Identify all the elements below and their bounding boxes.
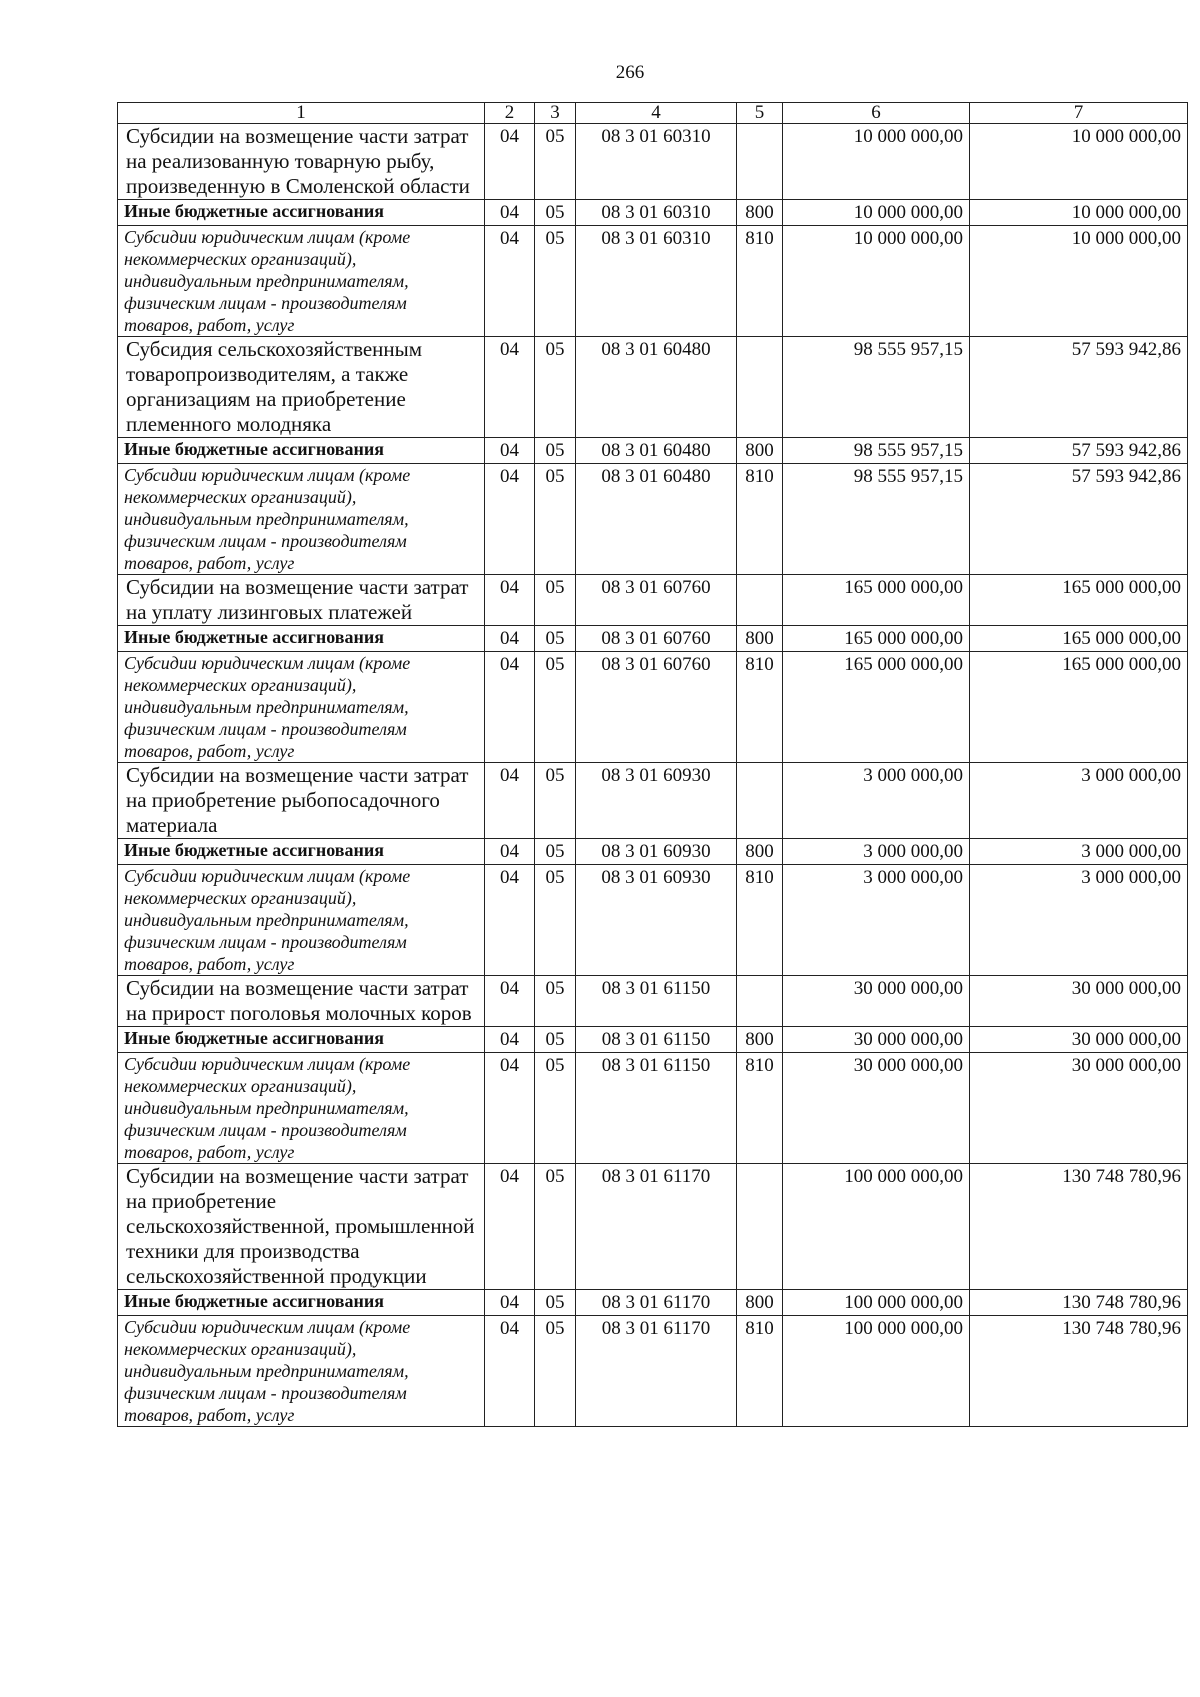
section-cell: 04 — [485, 652, 535, 763]
amount-col-7-cell: 30 000 000,00 — [970, 976, 1188, 1027]
target-article-cell: 08 3 01 61170 — [576, 1316, 737, 1427]
amount-col-6-cell: 3 000 000,00 — [783, 839, 970, 865]
expense-type-cell — [737, 976, 783, 1027]
header-col-6: 6 — [783, 103, 970, 124]
description-cell: Иные бюджетные ассигнования — [118, 200, 485, 226]
allocation-row — [118, 1027, 1188, 1053]
recipient-row — [118, 652, 1188, 763]
subsection-cell: 05 — [535, 652, 576, 763]
section-cell: 04 — [485, 438, 535, 464]
subsidy-item-row — [118, 1164, 1188, 1290]
target-article-cell: 08 3 01 61150 — [576, 976, 737, 1027]
section-cell: 04 — [485, 1290, 535, 1316]
expense-type-cell — [737, 1164, 783, 1290]
expense-type-cell — [737, 575, 783, 626]
header-col-5: 5 — [737, 103, 783, 124]
subsection-cell: 05 — [535, 865, 576, 976]
section-cell: 04 — [485, 464, 535, 575]
subsection-cell: 05 — [535, 337, 576, 438]
target-article-cell: 08 3 01 60760 — [576, 575, 737, 626]
description-cell: Субсидии юридическим лицам (кроме некоммерческих организаций), индивидуальным предпринимателям, физическим лицам - производителям товаров, работ, услуг — [118, 464, 485, 575]
section-cell: 04 — [485, 865, 535, 976]
expense-type-cell: 810 — [737, 652, 783, 763]
amount-col-7-cell: 3 000 000,00 — [970, 763, 1188, 839]
subsection-cell: 05 — [535, 1053, 576, 1164]
allocation-row — [118, 200, 1188, 226]
target-article-cell: 08 3 01 61170 — [576, 1290, 737, 1316]
section-cell: 04 — [485, 1027, 535, 1053]
amount-col-7-cell: 165 000 000,00 — [970, 575, 1188, 626]
description-cell: Иные бюджетные ассигнования — [118, 1027, 485, 1053]
expense-type-cell: 810 — [737, 865, 783, 976]
amount-col-7-cell: 3 000 000,00 — [970, 839, 1188, 865]
target-article-cell: 08 3 01 60480 — [576, 438, 737, 464]
amount-col-7-cell: 10 000 000,00 — [970, 124, 1188, 200]
amount-col-7-cell: 30 000 000,00 — [970, 1027, 1188, 1053]
section-cell: 04 — [485, 124, 535, 200]
subsection-cell: 05 — [535, 626, 576, 652]
description-cell: Субсидии юридическим лицам (кроме некоммерческих организаций), индивидуальным предпринимателям, физическим лицам - производителям товаров, работ, услуг — [118, 1053, 485, 1164]
amount-col-6-cell: 100 000 000,00 — [783, 1290, 970, 1316]
amount-col-7-cell: 165 000 000,00 — [970, 626, 1188, 652]
description-cell: Субсидии юридическим лицам (кроме некоммерческих организаций), индивидуальным предпринимателям, физическим лицам - производителям товаров, работ, услуг — [118, 652, 485, 763]
amount-col-7-cell: 57 593 942,86 — [970, 438, 1188, 464]
amount-col-6-cell: 30 000 000,00 — [783, 1027, 970, 1053]
expense-type-cell: 800 — [737, 438, 783, 464]
expense-type-cell: 810 — [737, 464, 783, 575]
section-cell: 04 — [485, 337, 535, 438]
amount-col-6-cell: 30 000 000,00 — [783, 1053, 970, 1164]
target-article-cell: 08 3 01 60760 — [576, 652, 737, 763]
subsection-cell: 05 — [535, 1316, 576, 1427]
amount-col-6-cell: 10 000 000,00 — [783, 200, 970, 226]
amount-col-6-cell: 165 000 000,00 — [783, 626, 970, 652]
budget-table — [117, 102, 1188, 1427]
description-cell: Субсидия сельскохозяйственным товаропроизводителям, а также организациям на приобретение племенного молодняка — [118, 337, 485, 438]
subsection-cell: 05 — [535, 124, 576, 200]
subsection-cell: 05 — [535, 763, 576, 839]
header-row — [118, 103, 1188, 124]
target-article-cell: 08 3 01 60930 — [576, 865, 737, 976]
amount-col-6-cell: 100 000 000,00 — [783, 1164, 970, 1290]
section-cell: 04 — [485, 575, 535, 626]
subsidy-item-row — [118, 976, 1188, 1027]
section-cell: 04 — [485, 226, 535, 337]
amount-col-7-cell: 3 000 000,00 — [970, 865, 1188, 976]
header-col-3: 3 — [535, 103, 576, 124]
header-col-2: 2 — [485, 103, 535, 124]
subsection-cell: 05 — [535, 226, 576, 337]
expense-type-cell: 810 — [737, 226, 783, 337]
expense-type-cell: 800 — [737, 1290, 783, 1316]
allocation-row — [118, 839, 1188, 865]
amount-col-7-cell: 10 000 000,00 — [970, 200, 1188, 226]
amount-col-6-cell: 165 000 000,00 — [783, 575, 970, 626]
amount-col-7-cell: 57 593 942,86 — [970, 464, 1188, 575]
subsection-cell: 05 — [535, 839, 576, 865]
amount-col-6-cell: 3 000 000,00 — [783, 865, 970, 976]
section-cell: 04 — [485, 626, 535, 652]
expense-type-cell: 810 — [737, 1053, 783, 1164]
description-cell: Субсидии юридическим лицам (кроме некоммерческих организаций), индивидуальным предпринимателям, физическим лицам - производителям товаров, работ, услуг — [118, 226, 485, 337]
amount-col-6-cell: 10 000 000,00 — [783, 226, 970, 337]
amount-col-6-cell: 30 000 000,00 — [783, 976, 970, 1027]
header-col-4: 4 — [576, 103, 737, 124]
subsection-cell: 05 — [535, 200, 576, 226]
section-cell: 04 — [485, 1053, 535, 1164]
subsection-cell: 05 — [535, 464, 576, 575]
subsidy-item-row — [118, 124, 1188, 200]
target-article-cell: 08 3 01 60930 — [576, 839, 737, 865]
amount-col-6-cell: 98 555 957,15 — [783, 464, 970, 575]
target-article-cell: 08 3 01 61170 — [576, 1164, 737, 1290]
recipient-row — [118, 1053, 1188, 1164]
description-cell: Субсидии на возмещение части затрат на уплату лизинговых платежей — [118, 575, 485, 626]
recipient-row — [118, 226, 1188, 337]
subsection-cell: 05 — [535, 1164, 576, 1290]
recipient-row — [118, 464, 1188, 575]
amount-col-6-cell: 10 000 000,00 — [783, 124, 970, 200]
section-cell: 04 — [485, 1164, 535, 1290]
target-article-cell: 08 3 01 60760 — [576, 626, 737, 652]
expense-type-cell: 810 — [737, 1316, 783, 1427]
description-cell: Субсидии на возмещение части затрат на реализованную товарную рыбу, произведенную в Смоленской области — [118, 124, 485, 200]
description-cell: Субсидии на возмещение части затрат на приобретение рыбопосадочного материала — [118, 763, 485, 839]
description-cell: Иные бюджетные ассигнования — [118, 626, 485, 652]
description-cell: Иные бюджетные ассигнования — [118, 438, 485, 464]
section-cell: 04 — [485, 763, 535, 839]
target-article-cell: 08 3 01 61150 — [576, 1053, 737, 1164]
description-cell: Субсидии на возмещение части затрат на прирост поголовья молочных коров — [118, 976, 485, 1027]
target-article-cell: 08 3 01 60310 — [576, 226, 737, 337]
subsection-cell: 05 — [535, 1290, 576, 1316]
amount-col-6-cell: 3 000 000,00 — [783, 763, 970, 839]
section-cell: 04 — [485, 839, 535, 865]
amount-col-7-cell: 130 748 780,96 — [970, 1316, 1188, 1427]
amount-col-7-cell: 57 593 942,86 — [970, 337, 1188, 438]
recipient-row — [118, 1316, 1188, 1427]
amount-col-6-cell: 100 000 000,00 — [783, 1316, 970, 1427]
header-col-7: 7 — [970, 103, 1188, 124]
amount-col-7-cell: 130 748 780,96 — [970, 1164, 1188, 1290]
section-cell: 04 — [485, 1316, 535, 1427]
description-cell: Иные бюджетные ассигнования — [118, 1290, 485, 1316]
description-cell: Субсидии на возмещение части затрат на приобретение сельскохозяйственной, промышленной техники для производства сельскохозяйственной продукции — [118, 1164, 485, 1290]
amount-col-7-cell: 165 000 000,00 — [970, 652, 1188, 763]
target-article-cell: 08 3 01 61150 — [576, 1027, 737, 1053]
amount-col-6-cell: 98 555 957,15 — [783, 337, 970, 438]
allocation-row — [118, 438, 1188, 464]
description-cell: Субсидии юридическим лицам (кроме некоммерческих организаций), индивидуальным предпринимателям, физическим лицам - производителям товаров, работ, услуг — [118, 1316, 485, 1427]
section-cell: 04 — [485, 976, 535, 1027]
subsidy-item-row — [118, 763, 1188, 839]
amount-col-7-cell: 30 000 000,00 — [970, 1053, 1188, 1164]
expense-type-cell: 800 — [737, 626, 783, 652]
amount-col-6-cell: 98 555 957,15 — [783, 438, 970, 464]
header-col-1: 1 — [118, 103, 485, 124]
expense-type-cell: 800 — [737, 1027, 783, 1053]
target-article-cell: 08 3 01 60930 — [576, 763, 737, 839]
subsidy-item-row — [118, 337, 1188, 438]
target-article-cell: 08 3 01 60480 — [576, 337, 737, 438]
allocation-row — [118, 1290, 1188, 1316]
recipient-row — [118, 865, 1188, 976]
expense-type-cell — [737, 337, 783, 438]
subsection-cell: 05 — [535, 976, 576, 1027]
description-cell: Иные бюджетные ассигнования — [118, 839, 485, 865]
allocation-row — [118, 626, 1188, 652]
subsection-cell: 05 — [535, 575, 576, 626]
target-article-cell: 08 3 01 60310 — [576, 124, 737, 200]
expense-type-cell: 800 — [737, 839, 783, 865]
expense-type-cell — [737, 763, 783, 839]
page-number: 266 — [615, 62, 645, 83]
subsidy-item-row — [118, 575, 1188, 626]
subsection-cell: 05 — [535, 438, 576, 464]
section-cell: 04 — [485, 200, 535, 226]
expense-type-cell — [737, 124, 783, 200]
expense-type-cell: 800 — [737, 200, 783, 226]
description-cell: Субсидии юридическим лицам (кроме некоммерческих организаций), индивидуальным предпринимателям, физическим лицам - производителям товаров, работ, услуг — [118, 865, 485, 976]
amount-col-6-cell: 165 000 000,00 — [783, 652, 970, 763]
amount-col-7-cell: 10 000 000,00 — [970, 226, 1188, 337]
amount-col-7-cell: 130 748 780,96 — [970, 1290, 1188, 1316]
subsection-cell: 05 — [535, 1027, 576, 1053]
target-article-cell: 08 3 01 60480 — [576, 464, 737, 575]
target-article-cell: 08 3 01 60310 — [576, 200, 737, 226]
